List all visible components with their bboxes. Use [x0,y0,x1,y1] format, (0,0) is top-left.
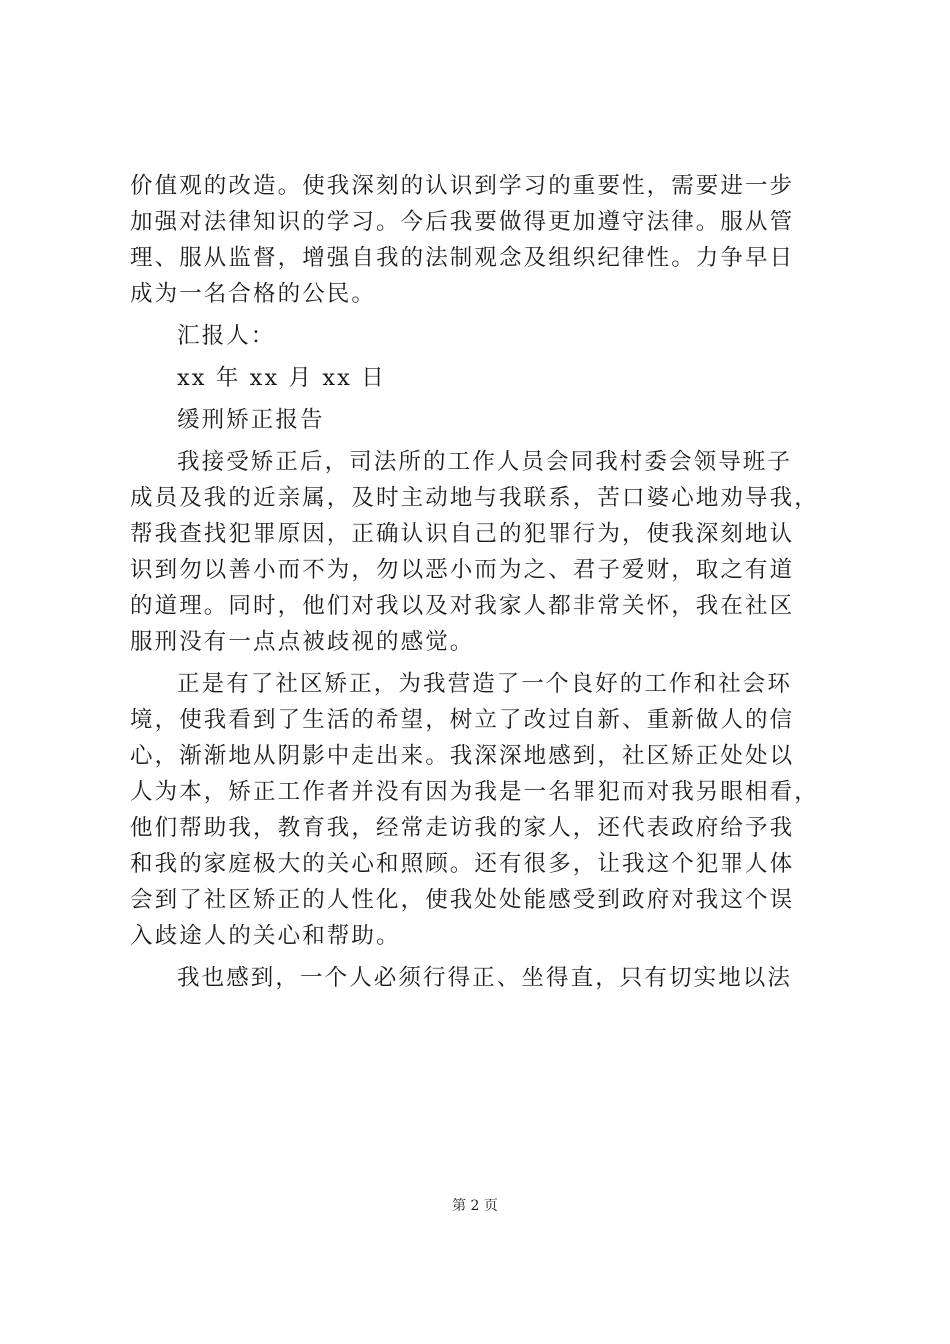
text-line: 我也感到，一个人必须行得正、坐得直，只有切实地以法 [177,965,793,991]
text-line: 的道理。同时，他们对我以及对我家人都非常关怀，我在社区 [130,593,795,619]
text-line: 人为本，矫正工作者并没有因为我是一名罪犯而对我另眼相看， [130,779,819,805]
text-line: 心，渐渐地从阴影中走出来。我深深地感到，社区矫正处处以 [130,743,795,769]
text-line: 服刑没有一点点被歧视的感觉。 [130,629,475,655]
text-line: 识到勿以善小而不为，勿以恶小而为之、君子爱财，取之有道 [130,557,795,583]
text-line: 加强对法律知识的学习。今后我要做得更加遵守法律。服从管 [130,209,795,235]
text-line: 境，使我看到了生活的希望，树立了改过自新、重新做人的信 [130,707,795,733]
section-title: 缓刑矫正报告 [177,407,325,433]
text-line: 入歧途人的关心和帮助。 [130,923,401,949]
text-line: 价值观的改造。使我深刻的认识到学习的重要性，需要进一步 [130,173,795,199]
text-line: 帮我查找犯罪原因，正确认识自己的犯罪行为，使我深刻地认 [130,521,795,547]
text-line: 会到了社区矫正的人性化，使我处处能感受到政府对我这个误 [130,887,795,913]
document-body [130,168,825,996]
text-line: 成为一名合格的公民。 [130,281,377,307]
text-line: 理、服从监督，增强自我的法制观念及组织纪律性。力争早日 [130,245,795,271]
text-line: 和我的家庭极大的关心和照顾。还有很多，让我这个犯罪人体 [130,851,795,877]
text-line: 他们帮助我，教育我，经常走访我的家人，还代表政府给予我 [130,815,795,841]
reporter-label: 汇报人： [177,323,276,349]
text-line: 我接受矫正后，司法所的工作人员会同我村委会领导班子 [177,449,793,475]
report-date: xx 年 xx 月 xx 日 [177,365,386,391]
text-line: 成员及我的近亲属，及时主动地与我联系，苦口婆心地劝导我， [130,485,819,511]
page-number: 第 2 页 [452,1198,498,1214]
text-line: 正是有了社区矫正，为我营造了一个良好的工作和社会环 [177,671,793,697]
